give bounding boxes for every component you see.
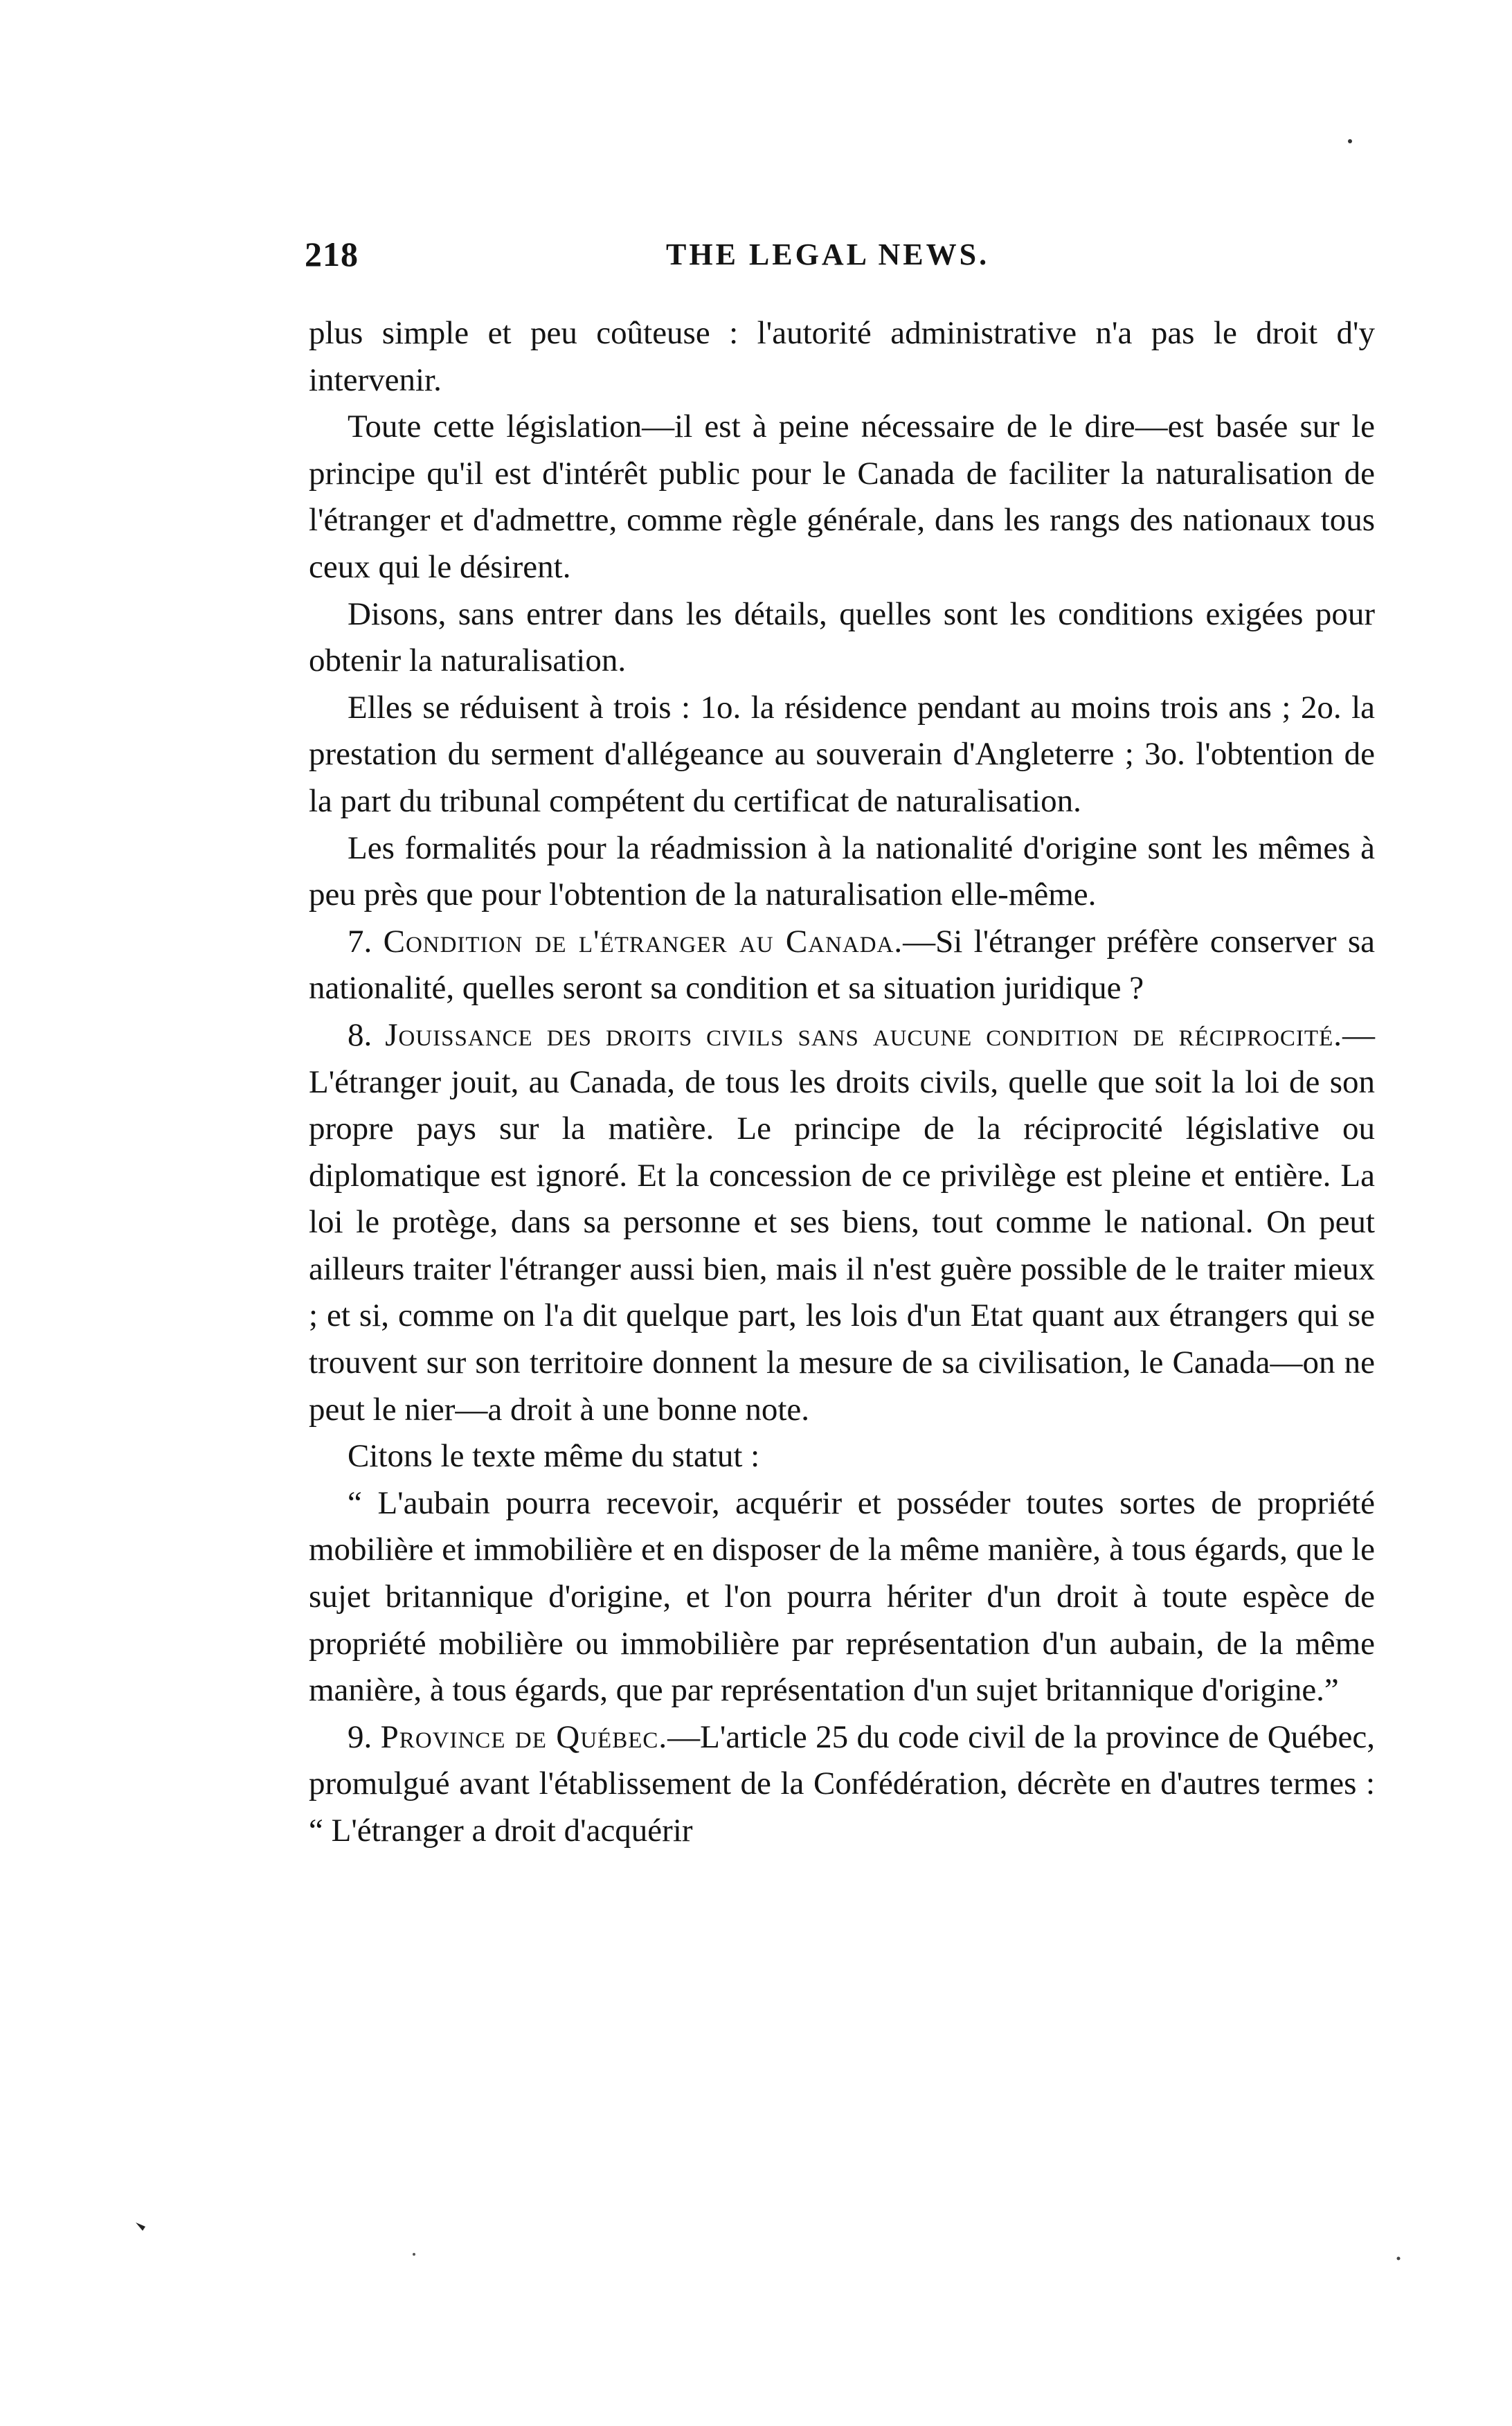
section-7 [309, 919, 1375, 1012]
section-8-number: 8. [348, 1016, 372, 1053]
speck-top-right [1348, 139, 1352, 143]
paragraph-statute-intro: Citons le texte même du statut : [348, 1438, 760, 1475]
paragraph-readmission: Les formalités pour la réadmission à la nationalité d'origine sont les mêmes à peu près que pour l'obtention de la naturalisation elle-même. [309, 829, 1375, 913]
section-9-text: —L'article 25 du code civil de la province de Québec, promulgué avant l'établissement de la Confédération, décrète en d'autres termes : “ L'étranger a droit d'acquérir [309, 1718, 1375, 1849]
section-7-text: —Si l'étranger préfère conserver sa nationalité, quelles seront sa condition et sa situation juridique ? [309, 923, 1376, 1007]
paragraph-three-conditions: Elles se réduisent à trois : 1o. la résidence pendant au moins trois ans ; 2o. la prestation du serment d'allégeance au souverain d'Angleterre ; 3o. l'obtention de la part du tribunal compétent du certificat de naturalisation. [309, 689, 1375, 819]
speck-bottom-mid [413, 2253, 415, 2256]
section-9 [309, 1714, 1375, 1855]
paragraph-continuation: plus simple et peu coûteuse : l'autorité administrative n'a pas le droit d'y intervenir. [309, 315, 1375, 398]
section-8-heading: Jouissance des droits civils sans aucune condition de réciprocité. [385, 1016, 1342, 1053]
statute-quotation: “ L'aubain pourra recevoir, acquérir et posséder toutes sortes de propriété mobilière et immobilière et en disposer de la même manière, à tous égards, que le sujet britannique d'origine, et l'on pourra hériter d'un droit à toute espèce de propriété mobilière ou immobilière par représentation d'un aubain, de la même manière, à tous égards, que par représentation d'un sujet britannique d'origine.” [309, 1484, 1375, 1709]
speck-bottom-left [136, 2222, 145, 2231]
section-7-number: 7. [348, 923, 372, 960]
running-head: THE LEGAL NEWS. [666, 237, 990, 271]
article-text [309, 310, 1375, 1855]
speck-bottom-right [1397, 2257, 1401, 2261]
section-8-text: —L'étranger jouit, au Canada, de tous les droits civils, quelle que soit la loi de son propre pays sur la matière. Le principe de la réciprocité législative ou diplomatique est ignoré. Et la concession de ce privilège est pleine et entière. La loi le protège, dans sa personne et ses biens, tout comme le national. On peut ailleurs traiter l'étranger aussi bien, mais il n'est guère possible de le traiter mieux ; et si, comme on l'a dit quelque part, les lois d'un Etat quant aux étrangers qui se trouvent sur son territoire donnent la mesure de sa civilisation, le Canada—on ne peut le nier—a droit à une bonne note. [309, 1016, 1375, 1428]
section-7-heading: Condition de l'étranger au Canada. [383, 923, 903, 960]
page-header [305, 234, 1371, 282]
paragraph-legislation: Toute cette législation—il est à peine nécessaire de le dire—est basée sur le principe qu'il est d'intérêt public pour le Canada de faciliter la naturalisation de l'étranger et d'admettre, comme règle générale, dans les rangs des nationaux tous ceux qui le désirent. [309, 408, 1375, 585]
section-9-number: 9. [348, 1718, 372, 1755]
page-number: 218 [305, 235, 359, 273]
section-8 [309, 1012, 1375, 1433]
section-9-heading: Province de Québec. [380, 1718, 668, 1755]
paragraph-conditions-intro: Disons, sans entrer dans les détails, quelles sont les conditions exigées pour obtenir la naturalisation. [309, 595, 1375, 679]
